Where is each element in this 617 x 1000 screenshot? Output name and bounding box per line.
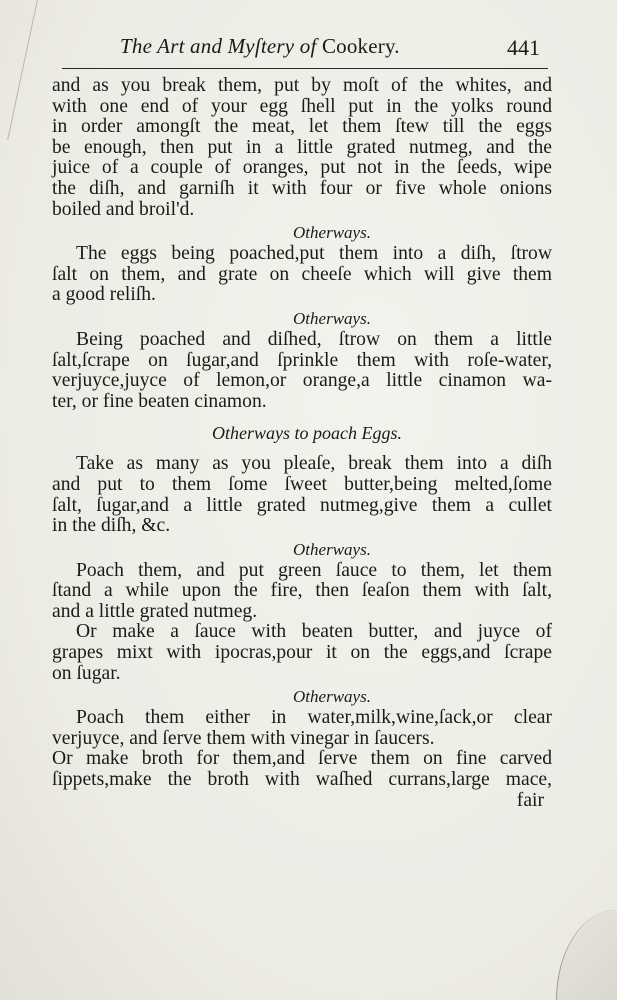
text-line: Or make a ſauce with beaten butter, and juyce of [76, 621, 552, 643]
header-title [120, 34, 400, 59]
header-title-roman: Cookery. [321, 34, 400, 58]
text-line: be enough, then put in a little grated nutmeg, and the [52, 136, 552, 158]
text-line: with one end of your egg ſhell put in the yolks round [52, 95, 552, 117]
text-line: and as you break them, put by moſt of the whites, and [52, 75, 552, 96]
header-title-italic: The Art and Myſtery of [120, 34, 317, 58]
body-text [52, 76, 552, 811]
recipe-heading: Otherways. [293, 223, 371, 243]
text-line: and a little grated nutmeg. [52, 600, 258, 622]
text-line: ſalt, ſugar,and a little grated nutmeg,give them a cullet [52, 494, 552, 516]
page-corner-curl [556, 910, 617, 1000]
page-fold-line [7, 0, 40, 140]
section-heading: Otherways to poach Eggs. [212, 423, 402, 444]
text-line: Or make broth for them,and ſerve them on fine carved [52, 748, 552, 770]
catchword: fair [516, 789, 544, 811]
recipe-heading: Otherways. [293, 687, 371, 707]
text-line: the diſh, and garniſh it with four or five whole onions [52, 177, 552, 199]
text-line: ſippets,make the broth with waſhed currans,large mace, [52, 769, 552, 791]
text-line: verjuyce, and ſerve them with vinegar in ſaucers. [52, 727, 435, 749]
text-line: juice of a couple of oranges, put not in the ſeeds, wipe [52, 157, 552, 179]
text-line: grapes mixt with ipocras,pour it on the eggs,and ſcrape [52, 642, 552, 664]
text-line: in the diſh, &c. [52, 515, 171, 537]
running-header [62, 34, 548, 69]
text-line: ter, or fine beaten cinamon. [52, 390, 267, 412]
text-line: Poach them either in water,milk,wine,ſack,or clear [76, 707, 552, 729]
page-number: 441 [507, 35, 540, 60]
text-line: ſalt on them, and grate on cheeſe which will give them [52, 263, 552, 285]
text-line: verjuyce,juyce of lemon,or orange,a little cinamon wa- [52, 370, 552, 392]
text-line: Take as many as you pleaſe, break them into a diſh [76, 453, 552, 475]
text-line: in order amongſt the meat, let them ſtew till the eggs [52, 116, 552, 138]
text-line: on ſugar. [52, 662, 121, 684]
text-line: a good reliſh. [52, 284, 156, 306]
text-line: boiled and broil'd. [52, 198, 195, 220]
text-line: The eggs being poached,put them into a diſh, ſtrow [76, 243, 552, 265]
text-line: and put to them ſome ſweet butter,being melted,ſome [52, 473, 552, 495]
recipe-heading: Otherways. [293, 308, 371, 328]
text-line: ſtand a while upon the fire, then ſeaſon them with ſalt, [52, 580, 552, 602]
text-line: Being poached and diſhed, ſtrow on them a little [76, 328, 552, 350]
text-line: ſalt,ſcrape on ſugar,and ſprinkle them with roſe-water, [52, 349, 552, 371]
recipe-heading: Otherways. [293, 539, 371, 559]
text-line: Poach them, and put green ſauce to them, let them [76, 559, 552, 581]
